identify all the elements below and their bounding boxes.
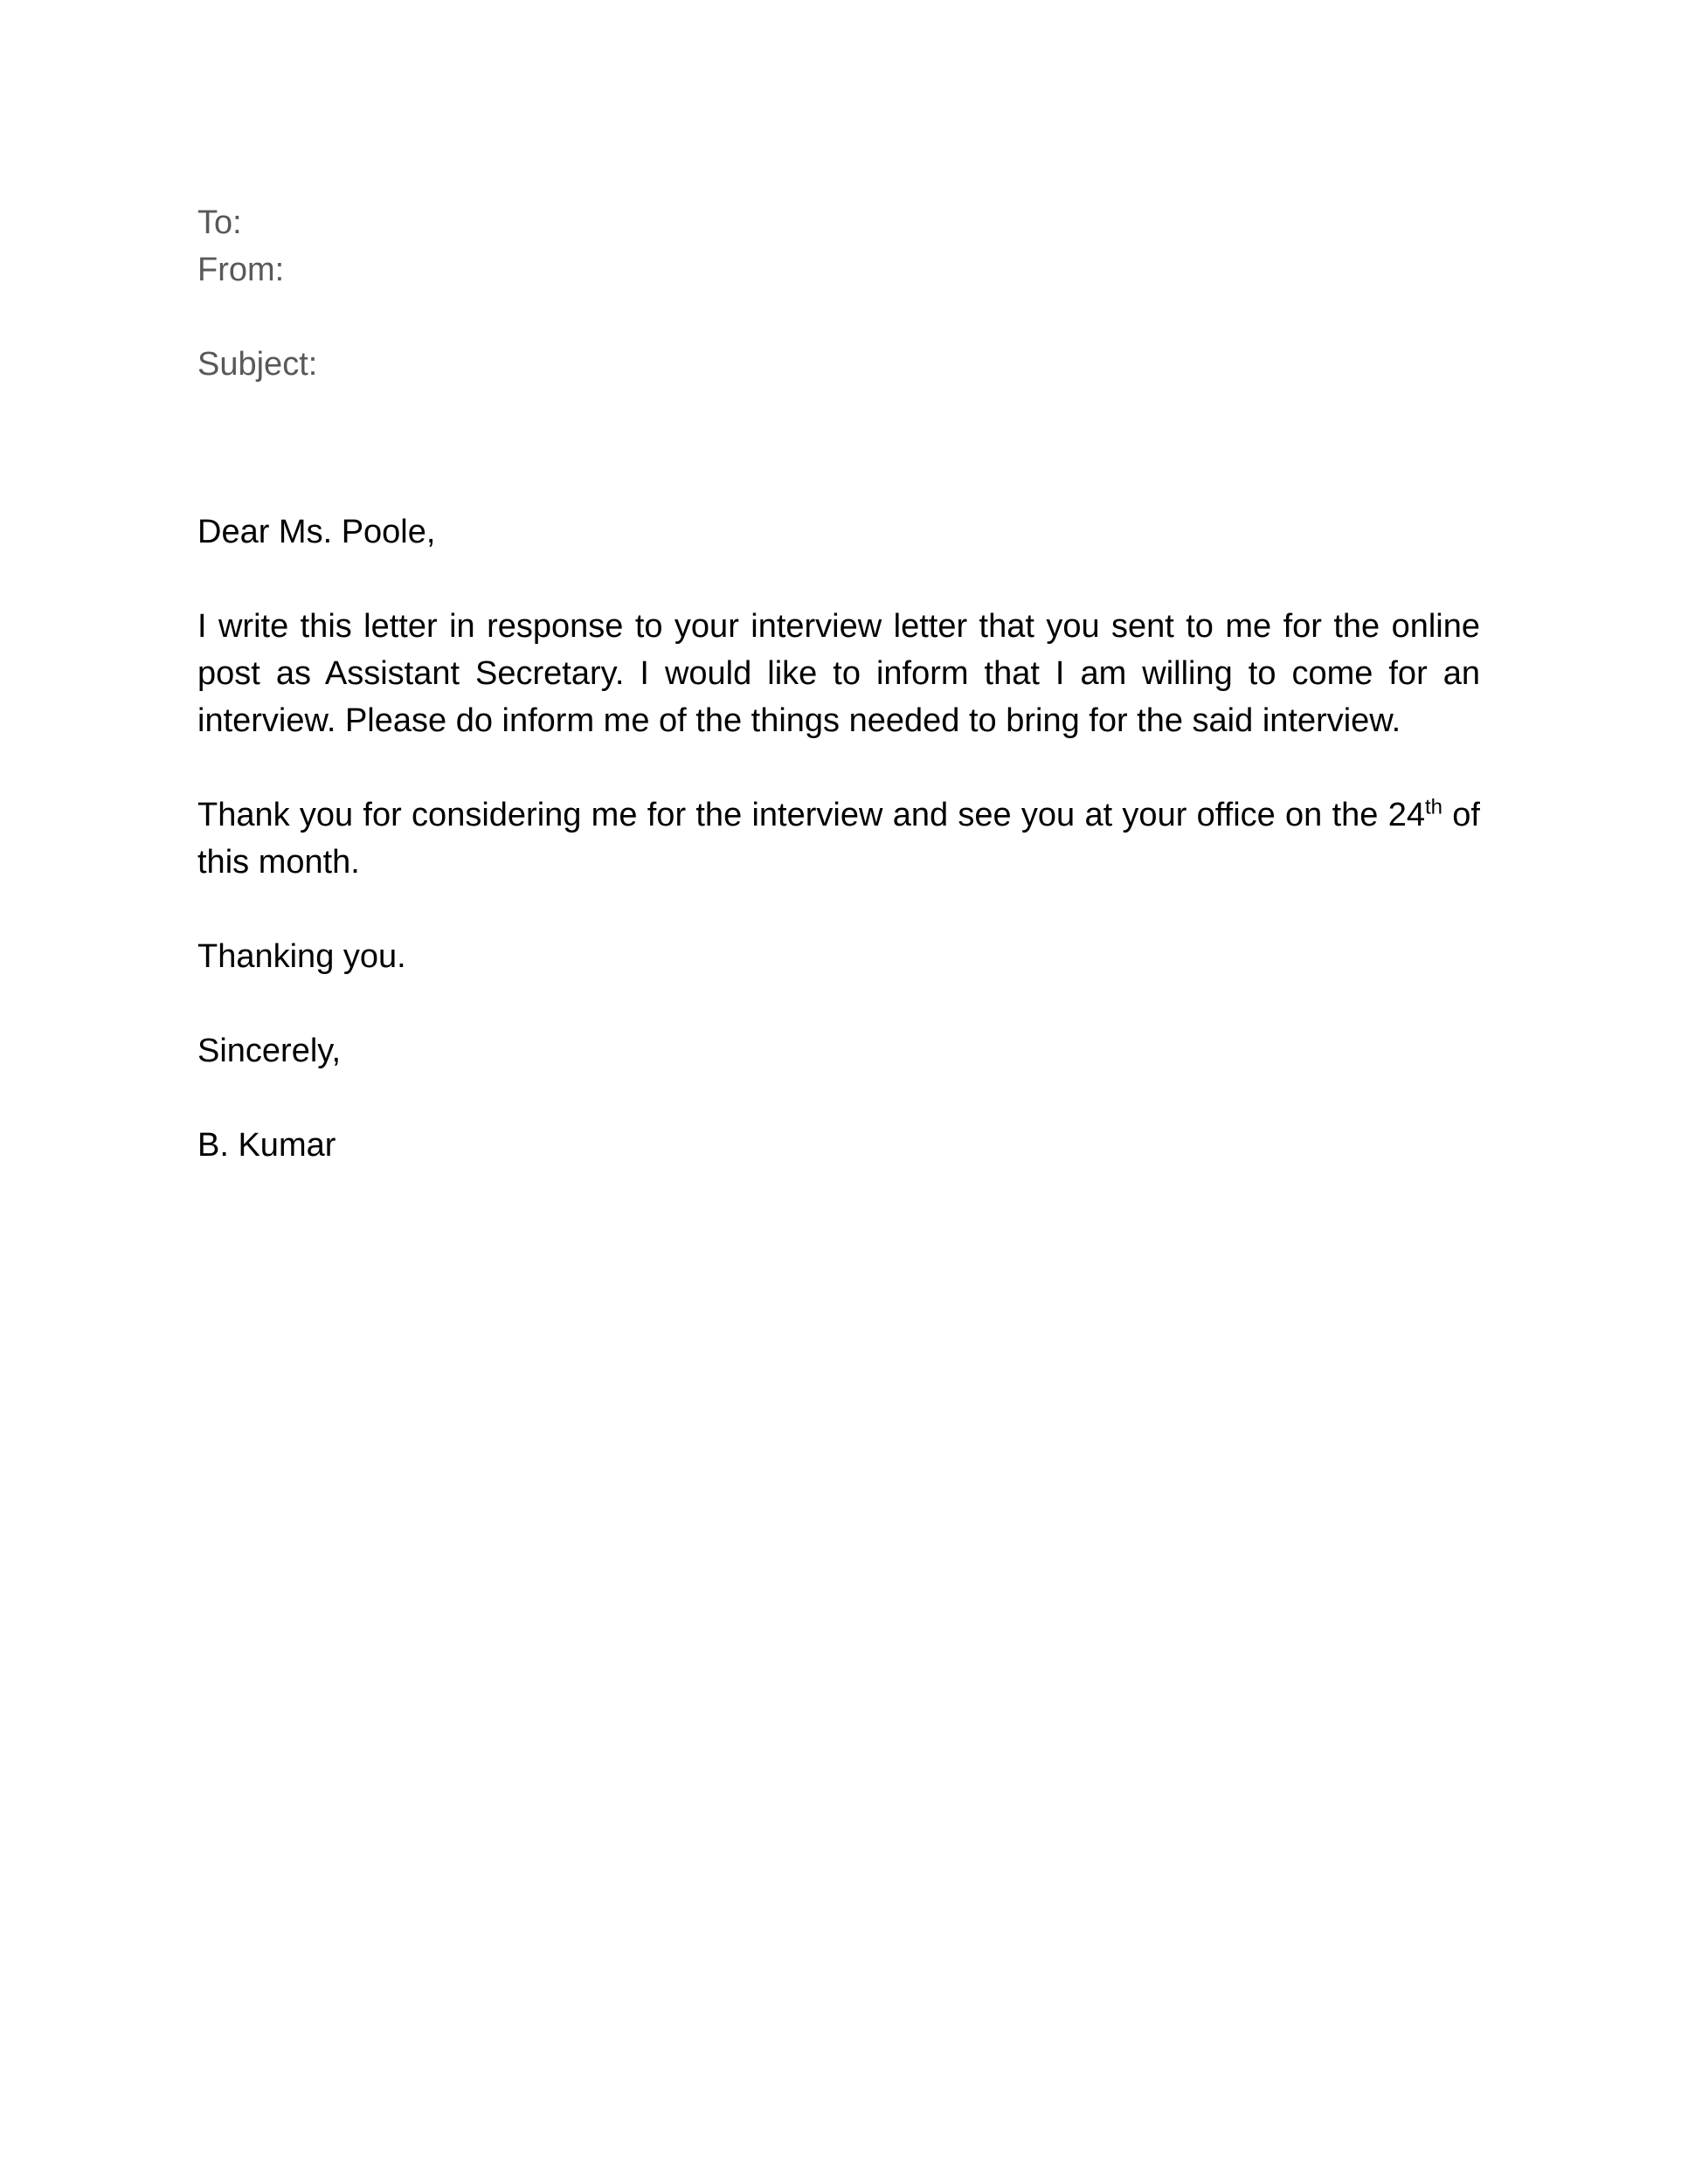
subject-label: Subject: — [197, 346, 318, 383]
body-paragraph-2 — [197, 791, 1480, 886]
thanks-line: Thanking you. — [197, 938, 406, 975]
to-label: To: — [197, 204, 242, 241]
salutation: Dear Ms. Poole, — [197, 514, 436, 550]
memo-header — [197, 199, 317, 388]
ordinal-suffix: th — [1425, 795, 1443, 819]
from-label: From: — [197, 252, 285, 288]
letter-body — [197, 508, 1480, 1216]
body-paragraph-1: I write this letter in response to your interview letter that you sent to me for the online post as Assistant Secretary. I would like to inform that I am willing to come for an interview. Please do inform me of the things needed to bring for the said interview. — [197, 608, 1480, 739]
meeting-day: 24 — [1387, 797, 1425, 833]
closing: Sincerely, — [197, 1033, 342, 1069]
body-paragraph-2-text: Thank you for considering me for the interview and see you at your office on the — [197, 797, 1379, 833]
signature: B. Kumar — [197, 1127, 336, 1164]
header-spacer — [197, 294, 317, 341]
body-paragraph-2-end: of this month. — [197, 797, 1480, 881]
